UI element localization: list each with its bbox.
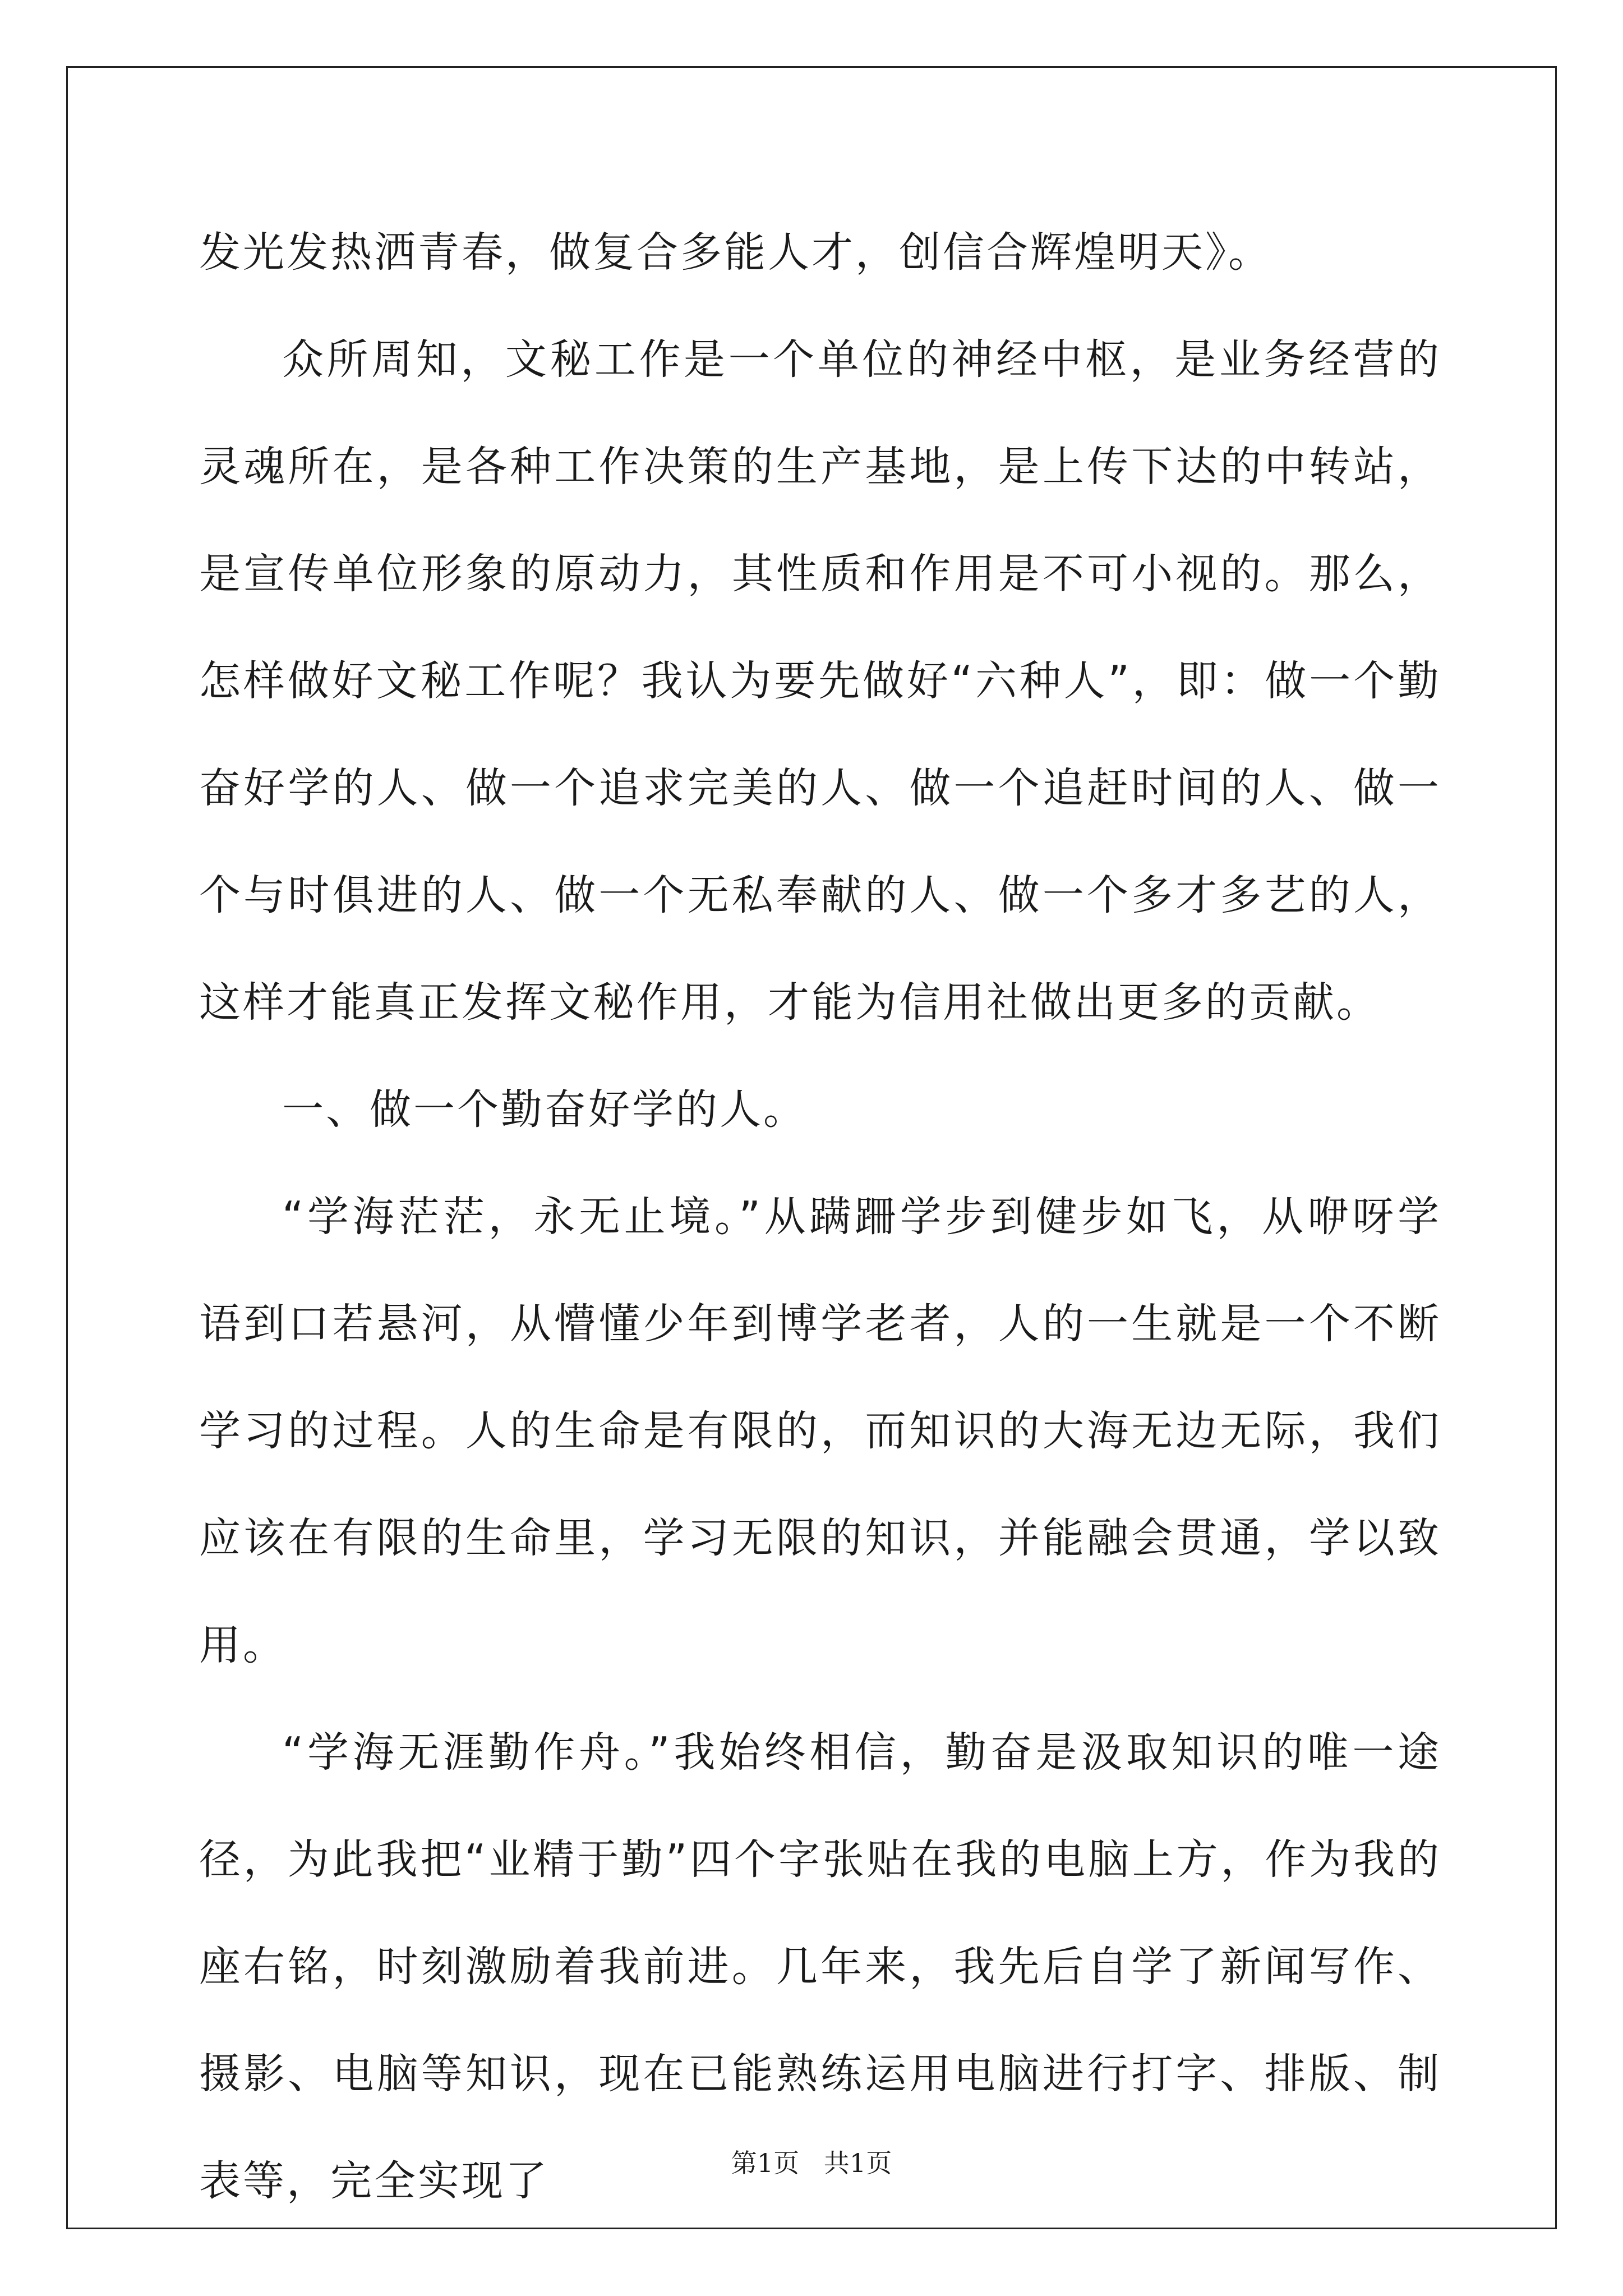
paragraph-1: 发光发热洒青春，做复合多能人才，创信合辉煌明天》。 xyxy=(199,228,1272,277)
paragraph-4: “学海无涯勤作舟。”我始终相信，勤奋是汲取知识的唯一途径，为此我把“业精于勤”四个字张贴在我的电脑上方，作为我的座右铭，时刻激励着我前进。几年来，我先后自学了新闻写作、摄影、电脑等知识，现在已能熟练运用电脑进行打字、排版、制表等，完全实现了 xyxy=(199,1728,1441,2205)
page-number-footer: 第1页 共1页 xyxy=(731,2148,892,2178)
paragraph-2: 众所周知，文秘工作是一个单位的神经中枢，是业务经营的灵魂所在，是各种工作决策的生产基地，是上传下达的中转站，是宣传单位形象的原动力，其性质和作用是不可小视的。那么，怎样做好文秘工作呢？我认为要先做好“六种人”，即：做一个勤奋好学的人、做一个追求完美的人、做一个追赶时间的人、做一个与时俱进的人、做一个无私奉献的人、做一个多才多艺的人，这样才能真正发挥文秘作用，才能为信用社做出更多的贡献。 xyxy=(199,335,1441,1027)
section-heading: 一、做一个勤奋好学的人。 xyxy=(282,1085,807,1134)
paragraph-3: “学海茫茫，永无止境。”从蹒跚学步到健步如飞，从咿呀学语到口若悬河，从懵懂少年到博学老者，人的一生就是一个不断学习的过程。人的生命是有限的，而知识的大海无边无际，我们应该在有限的生命里，学习无限的知识，并能融会贯通，学以致用。 xyxy=(199,1193,1441,1669)
document-body xyxy=(199,199,1441,2235)
